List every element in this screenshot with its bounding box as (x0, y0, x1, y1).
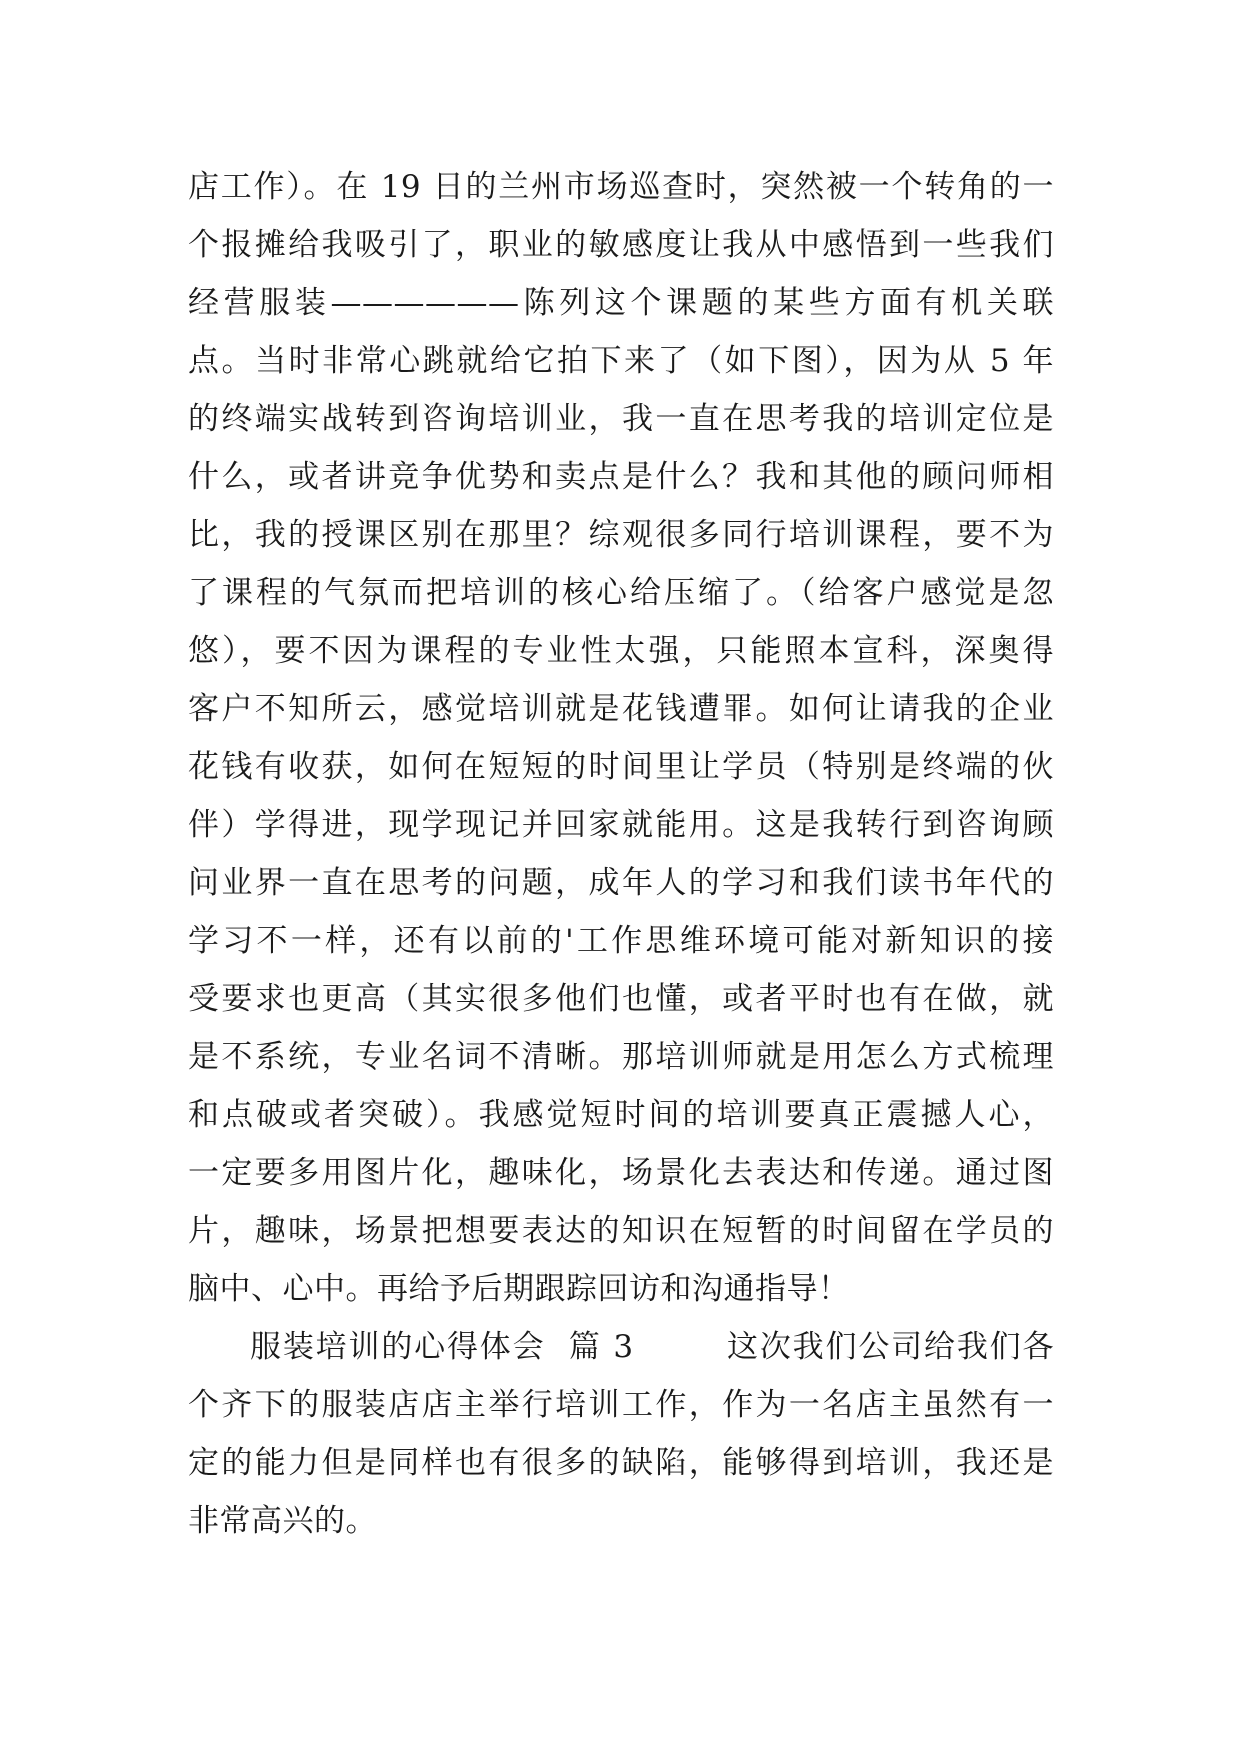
text-line: 什么，或者讲竞争优势和卖点是什么？我和其他的顾问师相 (188, 459, 1054, 495)
text-line: 片，趣味，场景把想要表达的知识在短暂的时间留在学员的 (188, 1213, 1054, 1249)
text-line: 一定要多用图片化，趣味化，场景化去表达和传递。通过图 (188, 1155, 1054, 1191)
text-line: 悠），要不因为课程的专业性太强，只能照本宣科，深奥得 (188, 633, 1054, 669)
text-line: 伴）学得进，现学现记并回家就能用。这是我转行到咨询顾 (188, 807, 1054, 843)
section-heading-line: 服装培训的心得体会 篇 3 这次我们公司给我们各 (250, 1329, 1054, 1365)
text-line: 点。当时非常心跳就给它拍下来了（如下图），因为从 5 年 (188, 343, 1054, 379)
text-line: 非常高兴的。 (188, 1503, 377, 1539)
text-line: 是不系统，专业名词不清晰。那培训师就是用怎么方式梳理 (188, 1039, 1054, 1075)
text-line: 店工作）。在 19 日的兰州市场巡查时，突然被一个转角的一 (188, 169, 1054, 205)
text-line: 个齐下的服装店店主举行培训工作，作为一名店主虽然有一 (188, 1387, 1054, 1423)
text-line: 的终端实战转到咨询培训业，我一直在思考我的培训定位是 (188, 401, 1054, 437)
text-line: 了课程的气氛而把培训的核心给压缩了。（给客户感觉是忽 (188, 575, 1054, 611)
text-line: 学习不一样，还有以前的'工作思维环境可能对新知识的接 (188, 923, 1054, 959)
text-line: 客户不知所云，感觉培训就是花钱遭罪。如何让请我的企业 (188, 691, 1054, 727)
text-line: 脑中、心中。再给予后期跟踪回访和沟通指导！ (188, 1271, 850, 1307)
text-line: 受要求也更高（其实很多他们也懂，或者平时也有在做，就 (188, 981, 1054, 1017)
text-line: 比，我的授课区别在那里？综观很多同行培训课程，要不为 (188, 517, 1054, 553)
text-line: 和点破或者突破）。我感觉短时间的培训要真正震撼人心， (188, 1097, 1054, 1133)
text-line: 经营服装——————陈列这个课题的某些方面有机关联 (188, 285, 1054, 321)
text-line: 问业界一直在思考的问题，成年人的学习和我们读书年代的 (188, 865, 1054, 901)
text-line: 个报摊给我吸引了，职业的敏感度让我从中感悟到一些我们 (188, 227, 1054, 263)
text-line: 定的能力但是同样也有很多的缺陷，能够得到培训，我还是 (188, 1445, 1054, 1481)
text-line: 花钱有收获，如何在短短的时间里让学员（特别是终端的伙 (188, 749, 1054, 785)
body-text (188, 158, 1054, 1550)
